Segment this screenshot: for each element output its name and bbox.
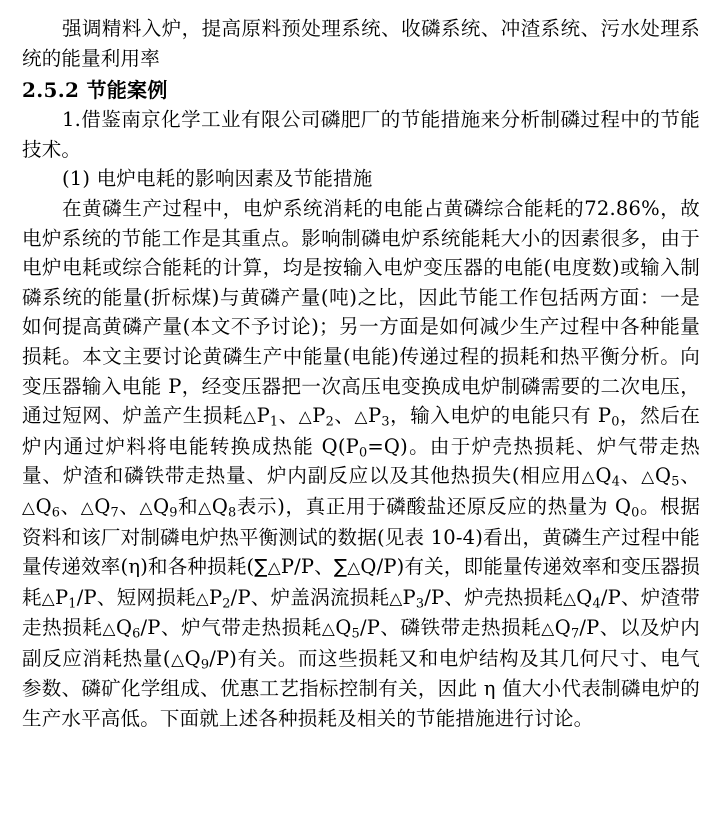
section-number: 2.5.2 [22, 78, 80, 103]
paragraph-item-1-1: (1) 电炉电耗的影响因素及节能措施 [62, 167, 373, 191]
section-title: 节能案例 [86, 78, 168, 103]
paragraph-main-body: 在黄磷生产过程中，电炉系统消耗的电能占黄磷综合能耗的72.86%，故电炉系统的节能工作是其重点。影响制磷电炉系统能耗大小的因素很多，由于电炉电耗或综合能耗的计算，均是按输入电炉变压器的电能(电度数)或输入制磷系统的能量(折标煤)与黄磷产量(吨)之比，因此节能工作包括两方面：一是如何提高黄磷产量(本文不予讨论)；另一方面是如何减少生产过程中各种能量损耗。本文主要讨论黄磷生产中能量(电能)传递过程的损耗和热平衡分析。向变压器输入电能 P，经变压器把一次高压电变换成电炉制磷需要的二次电压，通过短网、炉盖产生损耗$\triangle P_1$、$\triangle P_2$、$\triangle P_3$，输入电炉的电能只有 $P_0$，然后在炉内通过炉料将电能转换成热能 $Q(P_0=Q)$。由于炉壳热损耗、炉气带走热量、炉渣和磷铁带走热量、炉内副反应以及其他热损失(相应用$\triangle Q_4$、$\triangle Q_5$、$\triangle Q_6$、$\triangle Q_7$、$\triangle Q_9$和$\triangle Q_8$表示)，真正用于磷酸盐还原反应的热量为 $Q_0$。根据资料和该厂对制磷电炉热平衡测试的数据(见表 10-4)看出，黄磷生产过程中能量传递效率(η)和各种损耗(∑△P/P、∑△Q/P)有关，即能量传递效率和变压器损耗$\triangle P_1/P$、短网损耗$\triangle P_2/P$、炉盖涡流损耗$\triangle P_3/P$、炉壳热损耗$\triangle Q_4/P$、炉渣带走热损耗$\triangle Q_6/P$、炉气带走热损耗$\triangle Q_5/P$、磷铁带走热损耗$\triangle Q_7/P$、以及炉内副反应消耗热量$(\triangle Q_9/P)$有关。而这些损耗又和电炉结构及其几何尺寸、电气参数、磷矿化学组成、优惠工艺指标控制有关，因此 η 值大小代表制磷电炉的生产水平高低。下面就上述各种损耗及相关的节能措施进行讨论。 [22, 196, 701, 731]
paragraph-item-1: 1.借鉴南京化学工业有限公司磷肥厂的节能措施来分析制磷过程中的节能技术。 [22, 108, 700, 161]
section-heading [22, 75, 700, 105]
paragraph-intro: 强调精料入炉，提高原料预处理系统、收磷系统、冲渣系统、污水处理系统的能量利用率 [22, 17, 700, 70]
